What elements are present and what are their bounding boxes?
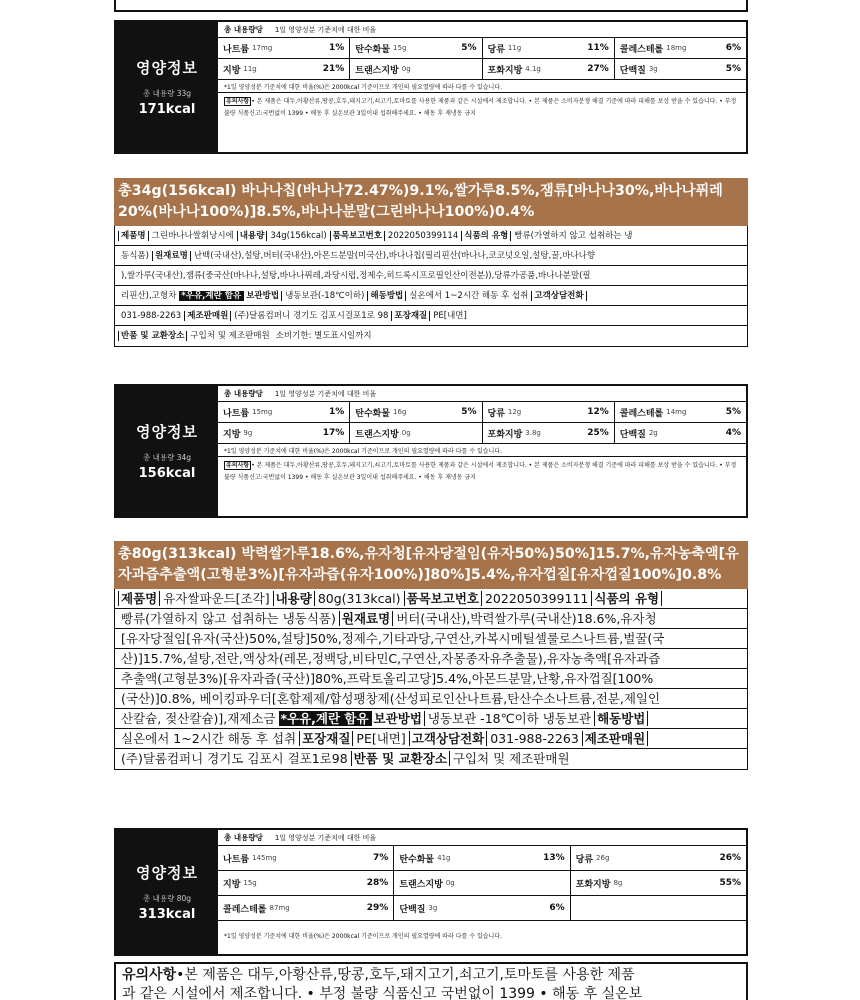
info-label: 원재료명: [152, 251, 191, 261]
nutrient-percent: 6%: [549, 903, 565, 913]
caution-text: [218, 93, 746, 152]
info-value: PE[내면]: [433, 311, 467, 321]
info-label: 해동방법: [594, 711, 648, 726]
nutrient-amount: 0g: [401, 65, 411, 73]
nutrient-amount: 15mg: [252, 408, 273, 416]
nutrient-name: 나트륨: [223, 44, 250, 55]
nutrient-amount: 3.8g: [525, 429, 541, 437]
nutrient-row: [218, 423, 746, 444]
nutrient-name: 포화지방: [487, 429, 523, 440]
nutrient-cell: [615, 402, 746, 422]
info-line: [115, 749, 747, 769]
nutrition-side: [116, 386, 218, 516]
caution-box: [114, 962, 748, 1000]
nutrient-percent: 25%: [587, 428, 609, 438]
nutrient-name: 나트륨: [223, 408, 250, 419]
nutrition-body: [218, 22, 746, 152]
nutrient-amount: 3g: [648, 65, 658, 73]
nutrient-percent: 28%: [366, 878, 389, 888]
nutrient-name: 단백질: [619, 65, 646, 76]
nutrient-amount: 14mg: [666, 408, 687, 416]
info-label: 제품명: [118, 231, 149, 241]
info-line: [115, 266, 747, 286]
info-value: 빵류(가열하지 않고 섭취하는 냉동식품): [121, 611, 336, 626]
nutrition-title: 영양정보: [136, 864, 198, 882]
nutrient-cell: [218, 423, 350, 443]
nutrient-name: 당류: [487, 408, 505, 419]
nutrient-cell: [483, 402, 615, 422]
caution-line: [122, 966, 740, 985]
info-value: 그린바나나쌀휘낭시에: [151, 231, 234, 241]
info-line: [115, 226, 747, 246]
nutrient-row: [218, 846, 746, 871]
info-value: (국산)]0.8%, 베이킹파우더[혼합제제/합성팽창제(산성피로인산나트륨,탄산수소나트륨,전분,제일인: [121, 691, 661, 706]
info-value: 동식품): [121, 251, 149, 261]
info-value: 리핀산),고형차: [121, 291, 177, 301]
nutrient-percent: 5%: [461, 43, 477, 53]
nutrient-cell: [483, 423, 615, 443]
product-info-table: [114, 589, 748, 770]
nutrient-percent: 55%: [719, 878, 741, 888]
info-value: 빵류(가열하지 않고 섭취하는 냉: [514, 231, 633, 241]
nutrient-name: 단백질: [399, 904, 426, 915]
nutrient-name: 당류: [575, 854, 594, 865]
nutrient-amount: 8g: [613, 879, 623, 887]
header-label: 총 내용량당: [224, 25, 263, 34]
info-label: 품목보고번호: [330, 231, 385, 241]
info-value: 냉동보관(-18℃이하): [285, 291, 365, 301]
nutrient-percent: 13%: [543, 853, 565, 863]
info-label: 원재료명: [339, 611, 393, 626]
nutrient-percent: 5%: [461, 407, 477, 417]
calories: 171kcal: [138, 102, 196, 117]
ingredient-banner: 총34g(156kcal) 바나나칩(바나나72.47%)9.1%,쌀가루8.5%,잼류[바나나30%,바나나퓌레20%(바나나100%)]8.5%,바나나분말(그린바나나100%)0.4%: [114, 178, 748, 226]
info-line: [115, 609, 747, 629]
nutrient-amount: 3g: [428, 904, 438, 912]
serving-size: 총 내용량 80g: [142, 894, 192, 903]
nutrition-facts-panel: [114, 20, 748, 154]
info-line: [115, 729, 747, 749]
nutrient-percent: 1%: [328, 43, 345, 53]
info-value: 031-988-2263: [490, 731, 579, 746]
info-value: 실온에서 1~2시간 해동 후 섭취: [409, 291, 529, 301]
nutrient-row: [218, 896, 746, 921]
serving-size: 총 내용량 34g: [142, 453, 192, 462]
nutrient-cell: [350, 59, 482, 79]
product-label-1: [114, 178, 748, 347]
nutrient-name: 탄수화물: [399, 854, 435, 865]
nutrient-percent: 29%: [366, 903, 389, 913]
info-value: 2022050399111: [484, 591, 589, 606]
nutrient-name: 지방: [223, 429, 241, 440]
info-value: [유자당절임[유자(국산)50%,설탕]50%,정제수,기타과당,구연산,카복시메틸셀룰로스나트륨,벌꿀(국: [121, 631, 665, 646]
serving-size: 총 내용량 33g: [142, 89, 192, 98]
nutrient-amount: 9g: [243, 429, 253, 437]
nutrient-amount: 2g: [648, 429, 658, 437]
caution-body: • 본 제품은 대두,아황산류,땅콩,호두,돼지고기,쇠고기,토마토를 사용한 제품과 같은 시설에서 제조합니다. • 본 제품은 소비자분쟁 해결 기준에 따라 피해를 보상 받을 수 있습니다. • 부정 불량 식품신고:국번없이 1399 • 해동 후 실온보관 3일이내 섭취해주세요. • 해동 후 재냉동 금지: [224, 462, 737, 481]
nutrient-cell: [571, 846, 746, 870]
caution-label: 유의사항: [226, 462, 250, 469]
nutrition-note: *1일 영양성분 기준치에 대한 비율(%)은 2000kcal 기준이므로 개인의 필요열량에 따라 다를 수 있습니다.: [224, 933, 503, 940]
nutrition-body: [218, 386, 746, 516]
nutrient-name: 트랜스지방: [399, 879, 443, 890]
product-label-2: [114, 541, 748, 770]
nutrient-cell: [218, 896, 394, 920]
nutrition-header: [218, 22, 746, 38]
info-label: 제조판매원: [184, 311, 231, 321]
caution-text: [218, 457, 746, 516]
allergen-note: *우유,계란 함유: [181, 291, 242, 301]
nutrient-cell: [571, 896, 746, 920]
nutrient-percent: 5%: [725, 407, 741, 417]
nutrition-note: *1일 영양성분 기준치에 대한 비율(%)은 2000kcal 기준이므로 개인의 필요열량에 따라 다를 수 있습니다.: [218, 80, 746, 93]
caution-label: 유의사항: [226, 98, 250, 105]
info-value: (주)달롬컴퍼니 경기도 김포시 걸포1로98: [121, 751, 348, 766]
nutrient-cell: [615, 59, 746, 79]
nutrient-name: 트랜스지방: [355, 65, 399, 76]
nutrient-name: 콜레스테롤: [619, 408, 664, 419]
nutrition-side: [116, 22, 218, 152]
info-label: 반품 및 교환장소: [118, 331, 187, 341]
nutrient-amount: 0g: [401, 429, 411, 437]
nutrient-cell: [483, 59, 615, 79]
nutrient-cell: [483, 38, 615, 58]
nutrient-cell: [615, 38, 746, 58]
nutrient-percent: 4%: [725, 428, 741, 438]
nutrition-header: [218, 830, 746, 846]
header-label: 총 내용량당: [224, 833, 263, 842]
header-desc: 1일 영양성분 기준치에 대한 비율: [274, 389, 377, 398]
info-value: 버터(국내산),박력쌀가루(국내산)18.6%,유자청: [396, 611, 657, 626]
nutrient-amount: 15g: [393, 44, 407, 52]
calories: 313kcal: [138, 907, 196, 922]
info-label: 포장재질: [299, 731, 353, 746]
info-label: 품목보고번호: [404, 591, 482, 606]
nutrient-name: 지방: [223, 879, 241, 890]
nutrient-name: 콜레스테롤: [223, 904, 267, 915]
calories: 156kcal: [138, 466, 196, 481]
info-value: 소비기한: 별도표시일까지: [275, 331, 372, 341]
nutrient-name: 탄수화물: [355, 408, 391, 419]
info-value: (주)달롬컴퍼니 경기도 김포시걸포1로 98: [234, 311, 389, 321]
info-line: [115, 589, 747, 609]
info-label: 해동방법: [367, 291, 406, 301]
info-value: PE[내면]: [356, 731, 406, 746]
nutrient-name: 탄수화물: [355, 44, 391, 55]
nutrient-amount: 0g: [445, 879, 455, 887]
nutrient-amount: 11g: [243, 65, 257, 73]
allergen-note: *우유,계란 함유: [280, 711, 369, 726]
caution-line: 과 같은 시설에서 제조합니다. • 부정 불량 식품신고 국번없이 1399 • 해동 후 실온보: [122, 986, 643, 1000]
nutrient-amount: 15g: [243, 879, 257, 887]
nutrient-percent: 1%: [328, 407, 345, 417]
nutrient-percent: 17%: [322, 428, 345, 438]
product-info-table: [114, 226, 748, 347]
nutrient-amount: 87mg: [269, 904, 290, 912]
nutrient-amount: 17mg: [252, 44, 273, 52]
nutrient-percent: 12%: [587, 407, 609, 417]
info-label: 고객상담전화: [531, 291, 586, 301]
info-label: 내용량: [237, 231, 268, 241]
header-label: 총 내용량당: [224, 389, 263, 398]
header-desc: 1일 영양성분 기준치에 대한 비율: [274, 833, 377, 842]
caution-body: • 본 제품은 대두,아황산류,땅콩,호두,돼지고기,쇠고기,토마토를 사용한 제품과 같은 시설에서 제조합니다. • 본 제품은 소비자분쟁 해결 기준에 따라 피해를 보상 받을 수 있습니다. • 부정 불량 식품신고:국번없이 1399 • 해동 후 실온보관 3일이내 섭취해주세요. • 해동 후 재냉동 금지: [224, 98, 737, 117]
nutrient-name: 지방: [223, 65, 241, 76]
nutrient-cell: [394, 896, 570, 920]
nutrient-percent: 5%: [725, 64, 741, 74]
info-value: 산칼슘, 젖산칼슘)],재제소금: [121, 711, 276, 726]
info-line: [115, 306, 747, 326]
nutrient-cell: [218, 871, 394, 895]
nutrient-row: [218, 402, 746, 423]
nutrient-percent: 21%: [322, 64, 345, 74]
nutrient-name: 나트륨: [223, 854, 250, 865]
info-value: 34g(156kcal): [270, 231, 327, 241]
info-line: [115, 629, 747, 649]
nutrient-amount: 41g: [437, 854, 451, 862]
info-value: 냉동보관 -18℃이하 냉동보관: [427, 711, 592, 726]
nutrient-name: 콜레스테롤: [619, 44, 664, 55]
info-line: [115, 326, 747, 346]
nutrient-cell: [218, 38, 350, 58]
nutrient-percent: 27%: [587, 64, 609, 74]
nutrient-amount: 4.1g: [525, 65, 541, 73]
nutrition-title: 영양정보: [136, 59, 198, 77]
nutrition-body: [218, 830, 746, 954]
top-partial-box: [114, 0, 748, 12]
nutrient-cell: [350, 423, 482, 443]
info-label: 반품 및 교환장소: [351, 751, 450, 766]
info-label: 제품명: [118, 591, 160, 606]
nutrition-title: 영양정보: [136, 423, 198, 441]
nutrient-percent: 11%: [587, 43, 609, 53]
info-label: 식품의 유형: [591, 591, 662, 606]
nutrition-note: *1일 영양성분 기준치에 대한 비율(%)은 2000kcal 기준이므로 개인의 필요열량에 따라 다를 수 있습니다.: [218, 444, 746, 457]
nutrient-cell: [615, 423, 746, 443]
caution-text: •본 제품은 대두,아황산류,땅콩,호두,돼지고기,쇠고기,토마토를 사용한 제품: [176, 967, 635, 983]
ingredient-banner: 총80g(313kcal) 박력쌀가루18.6%,유자청[유자당절임(유자50%)50%]15.7%,유자농축액[유자과즙추출액(고형분3%)[유자과즙(유자100%)]80%]5.4%,유자껍질[유자껍질100%]0.8%: [114, 541, 748, 589]
info-value: 구입처 및 제조판매원: [452, 751, 570, 766]
nutrient-cell: [218, 59, 350, 79]
info-value: 2022050399114: [387, 231, 459, 241]
info-line: [115, 246, 747, 266]
nutrient-amount: 18mg: [666, 44, 687, 52]
nutrient-name: 트랜스지방: [355, 429, 399, 440]
nutrient-row: [218, 38, 746, 59]
nutrition-side: [116, 830, 218, 954]
nutrient-amount: 12g: [507, 408, 522, 416]
nutrient-name: 단백질: [619, 429, 646, 440]
info-line: [115, 649, 747, 669]
info-label: 제조판매원: [582, 731, 648, 746]
nutrition-facts-panel: [114, 828, 748, 956]
info-line: [115, 669, 747, 689]
info-value: 유자쌀파운드[조각]: [163, 591, 270, 606]
nutrient-cell: [394, 846, 570, 870]
nutrient-cell: [218, 846, 394, 870]
info-label: 고객상담전화: [409, 731, 487, 746]
nutrient-cell: [350, 402, 482, 422]
info-label: 포장재질: [391, 311, 430, 321]
info-value: 추출액(고형분3%)[유자과즙(국산)]80%,프락토올리고당]5.4%,아몬드분말,난황,유자껍질[100%: [121, 671, 654, 686]
info-value: 산)]15.7%,설탕,전란,액상차(레몬,정백당,비타민C,구연산,자몽종자유추출물),유자농축액[유자과즙: [121, 651, 661, 666]
nutrient-name: 당류: [487, 44, 505, 55]
nutrient-name: 포화지방: [487, 65, 523, 76]
caution-label: 유의사항: [122, 967, 177, 983]
nutrition-header: [218, 386, 746, 402]
info-line: [115, 689, 747, 709]
header-desc: 1일 영양성분 기준치에 대한 비율: [274, 25, 377, 34]
info-value: ),쌀가루(국내산),잼류(중국산(바나나,설탕,바나나퓌레,과당시럽,정제수,히드록시프로필인산이전분)),당류가공품,바나나분말(필: [121, 271, 591, 281]
nutrient-amount: 16g: [393, 408, 407, 416]
info-value: 031-988-2263: [121, 311, 182, 321]
nutrition-facts-panel: [114, 384, 748, 518]
nutrient-cell: [350, 38, 482, 58]
info-value: 80g(313kcal): [317, 591, 401, 606]
info-label: 내용량: [273, 591, 315, 606]
info-label: 보관방법: [371, 711, 425, 726]
info-label: 식품의 유형: [461, 231, 511, 241]
nutrient-amount: 145mg: [252, 854, 277, 862]
nutrient-amount: 11g: [507, 44, 522, 52]
nutrient-percent: 26%: [719, 853, 741, 863]
nutrient-amount: 26g: [596, 854, 610, 862]
info-label: 보관방법: [243, 291, 282, 301]
nutrient-percent: 6%: [725, 43, 741, 53]
nutrient-percent: 7%: [373, 853, 389, 863]
info-line: [115, 286, 747, 306]
info-value: 실온에서 1~2시간 해동 후 섭취: [121, 731, 297, 746]
nutrient-row: [218, 871, 746, 896]
info-line: [115, 709, 747, 729]
info-value: 구입처 및 제조판매원: [190, 331, 270, 341]
info-value: 난백(국내산),설탕,버터(국내산),아몬드분말(미국산),바나나칩(필리핀산(바나나,코코넛오일,설탕,꿀,바나나향: [193, 251, 596, 261]
nutrient-cell: [394, 871, 570, 895]
nutrient-cell: [571, 871, 746, 895]
nutrient-cell: [218, 402, 350, 422]
nutrient-name: 포화지방: [575, 879, 611, 890]
nutrient-row: [218, 59, 746, 80]
